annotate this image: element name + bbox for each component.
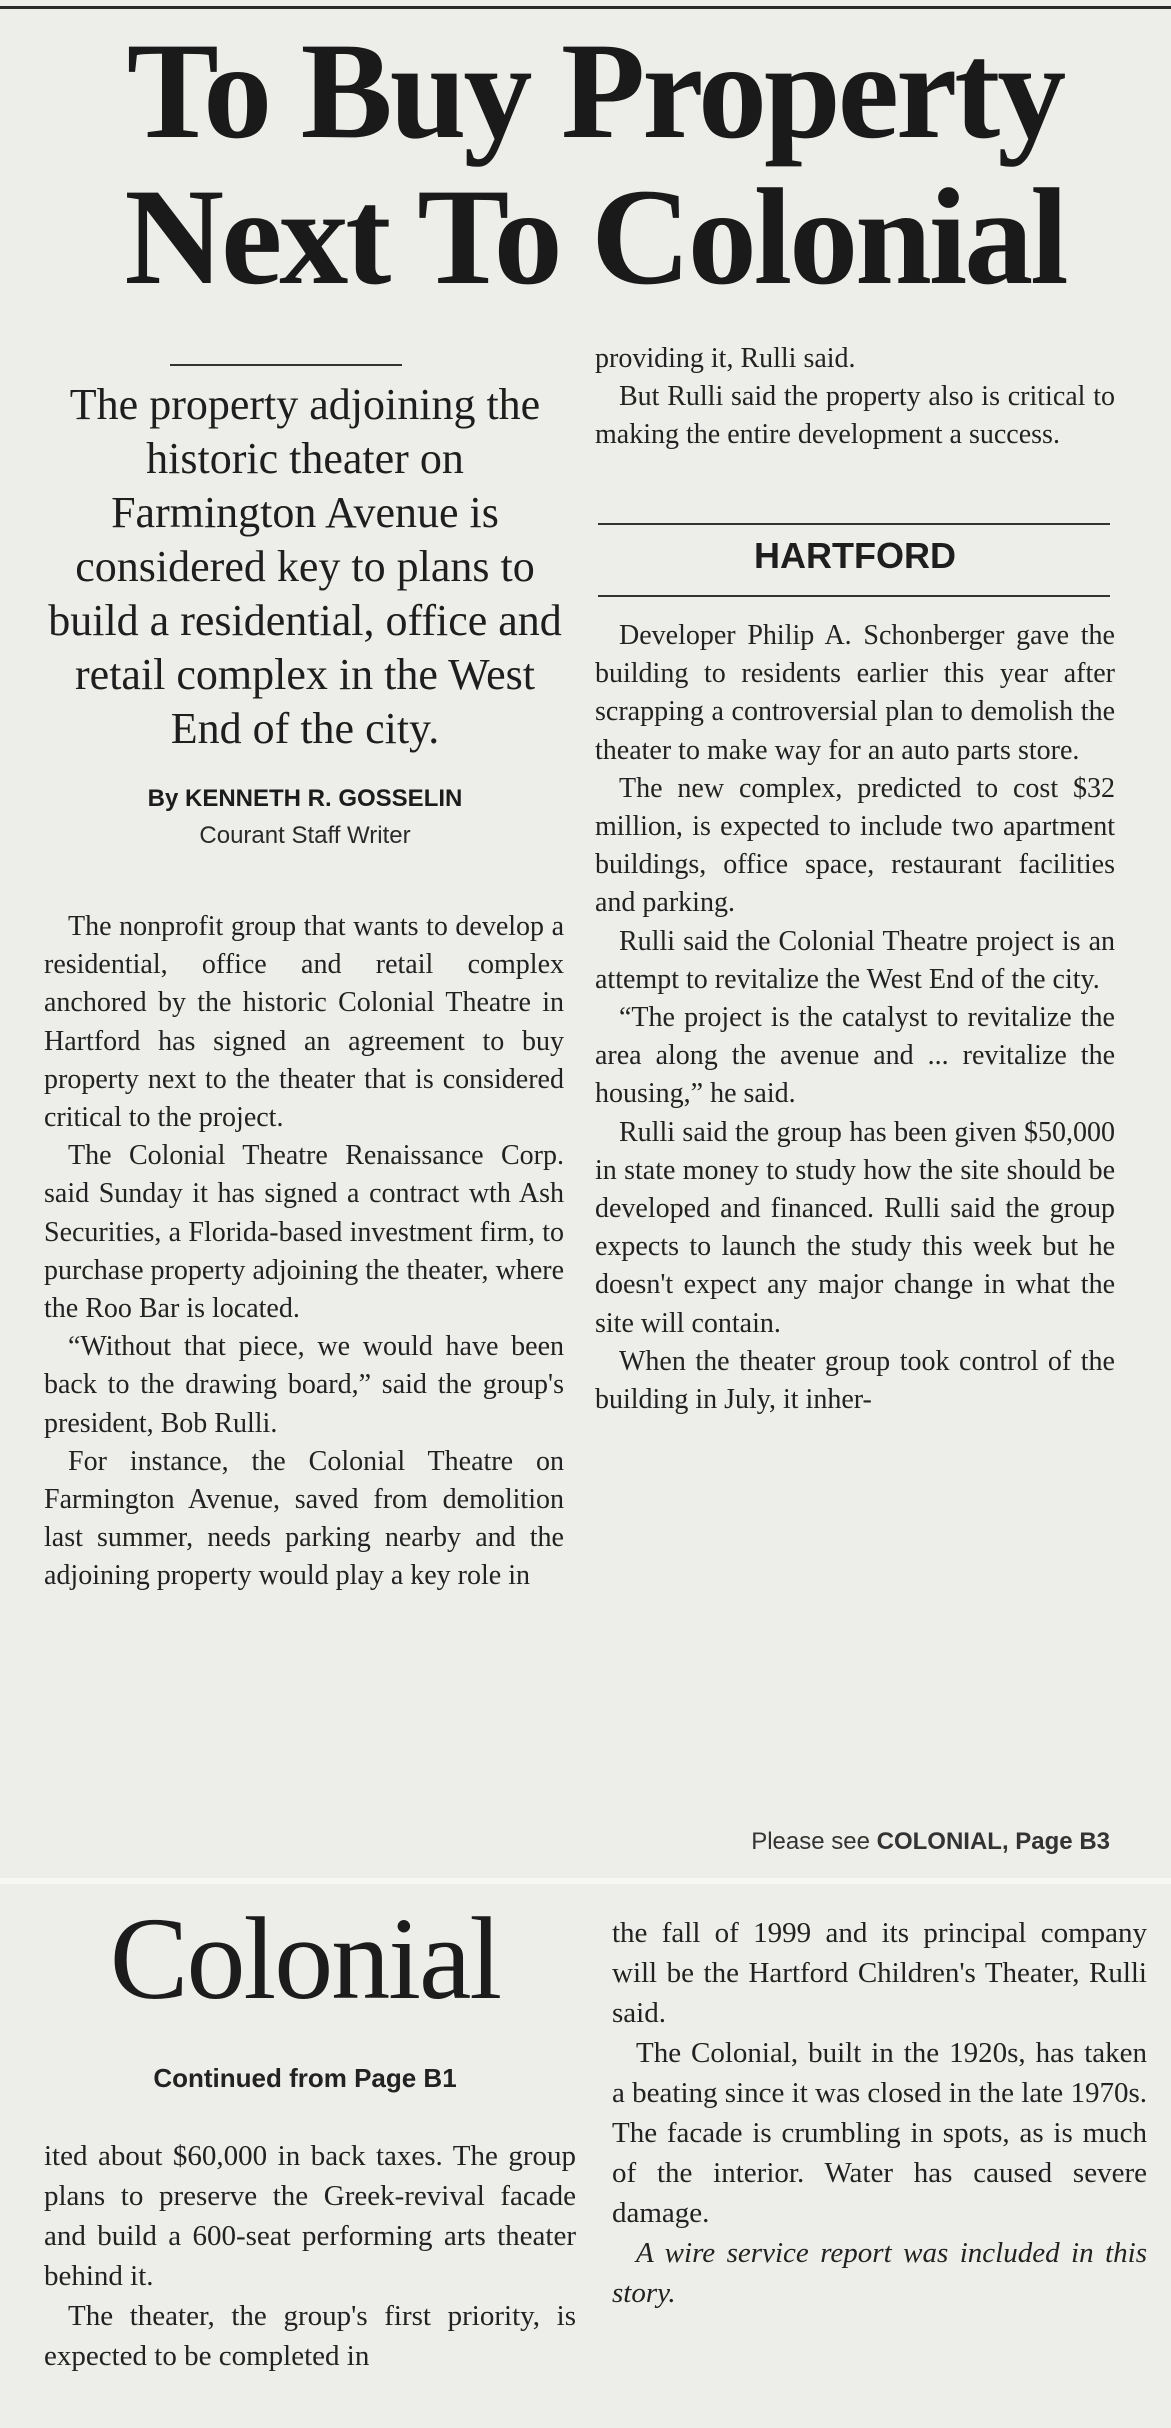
- dateline-rule-bottom: [598, 595, 1110, 597]
- headline: [40, 14, 1150, 313]
- paragraph: “Without that piece, we would have been back to the drawing board,” said the group's president, Bob Rulli.: [44, 1331, 564, 1439]
- continued-from: Continued from Page B1: [153, 2063, 457, 2093]
- jump-target: COLONIAL, Page B3: [876, 1828, 1110, 1855]
- paragraph: The Colonial Theatre Renaissance Corp. said Sunday it has signed a contract wth Ash Securities, a Florida-based investment firm, to purchase property adjoining the theater, where the Roo Bar is located.: [44, 1140, 564, 1325]
- dateline: HARTFORD: [754, 535, 956, 576]
- paragraph: providing it, Rulli said.: [595, 343, 856, 374]
- continuation-left-column: [44, 2136, 576, 2376]
- right-column-main: [595, 617, 1115, 1419]
- paragraph: The new complex, predicted to cost $32 million, is expected to include two apartment buildings, office space, restaurant facilities and parking.: [595, 772, 1115, 919]
- dateline-rule-top: [598, 523, 1110, 525]
- continuation-title: Colonial: [109, 1893, 501, 2024]
- headline-line-2: Next To Colonial: [124, 160, 1066, 313]
- paragraph: The nonprofit group that wants to develop a residential, office and retail complex anchored by the historic Colonial Theatre in Hartford has signed an agreement to buy property next to the theater that is considered critical to the project.: [44, 911, 564, 1134]
- jump-prefix: Please see: [751, 1828, 877, 1855]
- continuation-right-column: [612, 1913, 1147, 2313]
- staff-title: Courant Staff Writer: [199, 822, 411, 849]
- paragraph: Rulli said the group has been given $50,000 in state money to study how the site should be developed and financed. Rulli said the group expects to launch the study this week but he doesn't expect any major change in what the site will contain.: [595, 1116, 1115, 1339]
- byline: By KENNETH R. GOSSELIN: [147, 785, 463, 812]
- credit-line: A wire service report was included in this story.: [612, 2237, 1147, 2309]
- paragraph: the fall of 1999 and its principal company will be the Hartford Children's Theater, Rulli said.: [612, 1917, 1147, 2029]
- headline-line-1: To Buy Property: [126, 14, 1064, 167]
- paragraph: When the theater group took control of the building in July, it inher-: [595, 1345, 1115, 1416]
- jump-line: [600, 1828, 1110, 1856]
- paragraph: ited about $60,000 in back taxes. The group plans to preserve the Greek-revival facade and build a 600-seat performing arts theater behind it.: [44, 2140, 576, 2292]
- deck-rule: [170, 364, 402, 366]
- deck: The property adjoining the historic theater on Farmington Avenue is considered key to plans to build a residential, office and retail complex in the West End of the city.: [48, 380, 562, 753]
- left-column: [44, 908, 564, 1596]
- paragraph: “The project is the catalyst to revitalize the area along the avenue and ... revitalize the housing,” he said.: [595, 1002, 1115, 1110]
- paragraph: The theater, the group's first priority, is expected to be completed in: [44, 2300, 576, 2372]
- paragraph: For instance, the Colonial Theatre on Farmington Avenue, saved from demolition last summer, needs parking nearby and the adjoining property would play a key role in: [44, 1445, 564, 1592]
- clipping-divider: [0, 1878, 1171, 1884]
- right-column-top: [595, 340, 1115, 455]
- paragraph: The Colonial, built in the 1920s, has taken a beating since it was closed in the late 1970s. The facade is crumbling in spots, as is much of the interior. Water has caused severe damage.: [612, 2037, 1147, 2229]
- paragraph: But Rulli said the property also is critical to making the entire development a success.: [595, 381, 1115, 451]
- paragraph: Developer Philip A. Schonberger gave the building to residents earlier this year after scrapping a controversial plan to demolish the theater to make way for an auto parts store.: [595, 620, 1115, 766]
- paragraph: Rulli said the Colonial Theatre project is an attempt to revitalize the West End of the city.: [595, 925, 1115, 995]
- top-rule: [0, 6, 1171, 9]
